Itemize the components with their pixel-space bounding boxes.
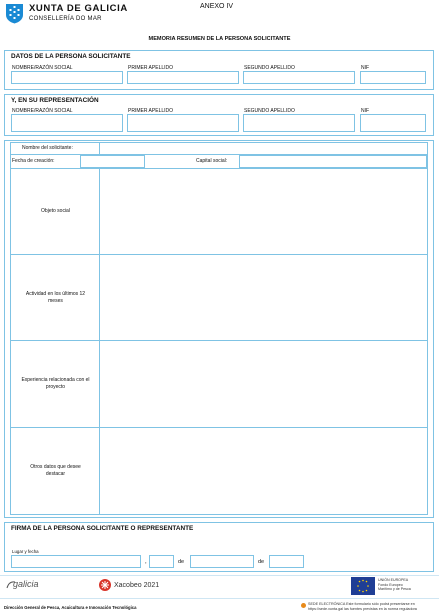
eu-text bbox=[378, 578, 411, 592]
xacobeo-icon bbox=[98, 578, 112, 592]
representative-name-field[interactable] bbox=[11, 114, 123, 132]
logo-subtitle: CONSELLERÍA DO MAR bbox=[29, 16, 102, 22]
eu-line-2: Fondo Europeo bbox=[378, 582, 403, 587]
directorate-name: Dirección General de Pesca, Acuicultura e Innovación Tecnológica bbox=[4, 605, 137, 610]
annex-label: ANEXO IV bbox=[200, 3, 234, 10]
year-field[interactable] bbox=[269, 555, 304, 568]
applicant-section bbox=[4, 50, 434, 90]
section-title-signature: FIRMA DE LA PERSONA SOLICITANTE O REPRESENTANTE bbox=[11, 525, 194, 532]
representative-nif-field[interactable] bbox=[360, 114, 426, 132]
row-label-social-object: Objeto social bbox=[41, 208, 70, 214]
applicant-surname1-field[interactable] bbox=[127, 71, 239, 84]
creation-date-label: Fecha de creación: bbox=[12, 158, 55, 164]
row-label-other-data: Otros datos que desee destacar bbox=[30, 464, 81, 477]
notice-icon bbox=[301, 603, 306, 608]
representative-section bbox=[4, 94, 434, 136]
eu-line-3: Marítimo y de Pesca bbox=[378, 587, 411, 591]
experience-textarea[interactable] bbox=[100, 341, 427, 427]
document-title: MEMORIA RESUMEN DE LA PERSONA SOLICITANTE bbox=[148, 36, 291, 42]
surname2-label: SEGUNDO APELLIDO bbox=[244, 65, 295, 71]
name-label: NOMBRE/RAZÓN SOCIAL bbox=[12, 65, 73, 71]
creation-date-field[interactable] bbox=[80, 155, 145, 168]
row-label-activity: Actividad en los últimos 12 meses bbox=[25, 291, 86, 304]
place-date-label: Lugar y fecha bbox=[12, 549, 39, 554]
surname2-label: SEGUNDO APELLIDO bbox=[244, 108, 295, 114]
xacobeo-label: Xacobeo 2021 bbox=[114, 582, 160, 589]
applicant-name-label: Nombre del solicitante: bbox=[22, 145, 73, 151]
nif-label: NIF bbox=[361, 108, 370, 114]
summary-applicant-name-field[interactable] bbox=[100, 143, 427, 154]
surname1-label: PRIMER APELLIDO bbox=[128, 108, 174, 114]
day-field[interactable] bbox=[149, 555, 174, 568]
representative-surname1-field[interactable] bbox=[127, 114, 239, 132]
xunta-shield-icon bbox=[5, 3, 24, 24]
notice-line-1: SEDE ELECTRÓNICA Este formulario sólo podrá presentarse en bbox=[308, 602, 415, 606]
place-field[interactable] bbox=[11, 555, 141, 568]
de-separator-1: de bbox=[178, 559, 185, 565]
section-title-applicant: DATOS DE LA PERSONA SOLICITANTE bbox=[11, 53, 131, 60]
name-label: NOMBRE/RAZÓN SOCIAL bbox=[12, 108, 73, 114]
eu-flag-icon bbox=[351, 577, 375, 595]
representative-surname2-field[interactable] bbox=[243, 114, 355, 132]
applicant-surname2-field[interactable] bbox=[243, 71, 355, 84]
de-separator-2: de bbox=[258, 559, 265, 565]
activity-textarea[interactable] bbox=[100, 255, 427, 340]
other-data-textarea[interactable] bbox=[100, 428, 427, 514]
comma-separator: , bbox=[145, 559, 147, 565]
section-title-representative: Y, EN SU REPRESENTACIÓN bbox=[11, 97, 99, 104]
signature-section bbox=[4, 522, 434, 572]
nif-label: NIF bbox=[361, 65, 370, 71]
surname1-label: PRIMER APELLIDO bbox=[128, 65, 174, 71]
logo-title: XUNTA DE GALICIA bbox=[29, 3, 128, 14]
row-label-experience: Experiencia relacionada con el proyecto bbox=[21, 377, 90, 390]
capital-field[interactable] bbox=[239, 155, 427, 168]
eu-line-1: UNIÓN EUROPEA bbox=[378, 578, 409, 582]
applicant-name-field[interactable] bbox=[11, 71, 123, 84]
galicia-logo: galicia bbox=[13, 579, 39, 589]
notice-line-2: https://sede.xunta.gal las fuentes previstas en la norma reguladora bbox=[308, 607, 417, 611]
applicant-nif-field[interactable] bbox=[360, 71, 426, 84]
social-object-textarea[interactable] bbox=[100, 169, 427, 254]
month-field[interactable] bbox=[190, 555, 254, 568]
capital-label: Capital social: bbox=[196, 158, 228, 164]
